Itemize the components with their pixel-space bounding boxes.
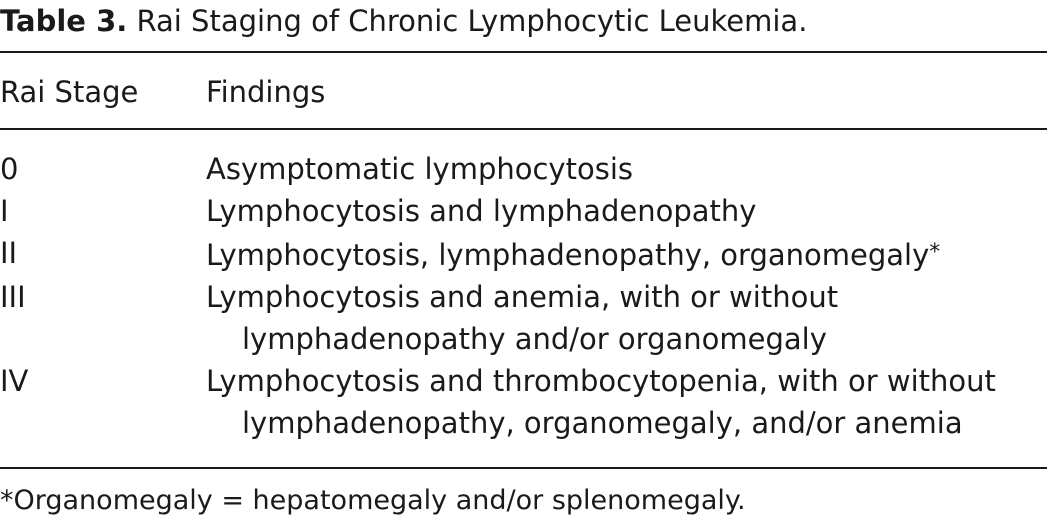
findings-line: Lymphocytosis and lymphadenopathy (206, 194, 757, 228)
table-footnote: *Organomegaly = hepatomegaly and/or splenomegaly. (0, 485, 746, 516)
findings-cell (206, 148, 1047, 190)
column-header-rai-stage: Rai Stage (0, 75, 139, 109)
findings-line: Lymphocytosis and anemia, with or without (206, 280, 839, 314)
table-caption (0, 4, 807, 38)
stage-cell: II (0, 236, 18, 270)
findings-line (206, 232, 1047, 276)
bottom-rule (0, 467, 1047, 469)
table-row-stage-0 (0, 148, 1047, 190)
table-label: Table 3. (0, 4, 128, 38)
findings-line: Lymphocytosis and thrombocytopenia, with or without (206, 364, 996, 398)
table-title: Rai Staging of Chronic Lymphocytic Leukemia. (136, 4, 808, 38)
table-row-stage-iv (0, 360, 1047, 444)
stage-cell: 0 (0, 152, 19, 186)
table-row-stage-ii (0, 232, 1047, 276)
findings-cell (206, 190, 1047, 232)
findings-cell (206, 232, 1047, 276)
findings-cell (206, 276, 1047, 360)
footnote-marker: * (929, 240, 941, 265)
stage-cell: I (0, 194, 9, 228)
findings-text: Lymphocytosis, lymphadenopathy, organomegaly (206, 238, 930, 272)
table-row-stage-i (0, 190, 1047, 232)
top-rule (0, 51, 1047, 53)
stage-cell: III (0, 280, 26, 314)
findings-cell (206, 360, 1047, 444)
findings-line-continued: lymphadenopathy and/or organomegaly (242, 322, 827, 356)
findings-line-continued: lymphadenopathy, organomegaly, and/or anemia (242, 406, 963, 440)
stage-cell: IV (0, 364, 29, 398)
table-body (0, 148, 1047, 444)
findings-line: Asymptomatic lymphocytosis (206, 152, 633, 186)
table-row-stage-iii (0, 276, 1047, 360)
column-header-findings: Findings (206, 75, 326, 109)
header-rule (0, 128, 1047, 130)
